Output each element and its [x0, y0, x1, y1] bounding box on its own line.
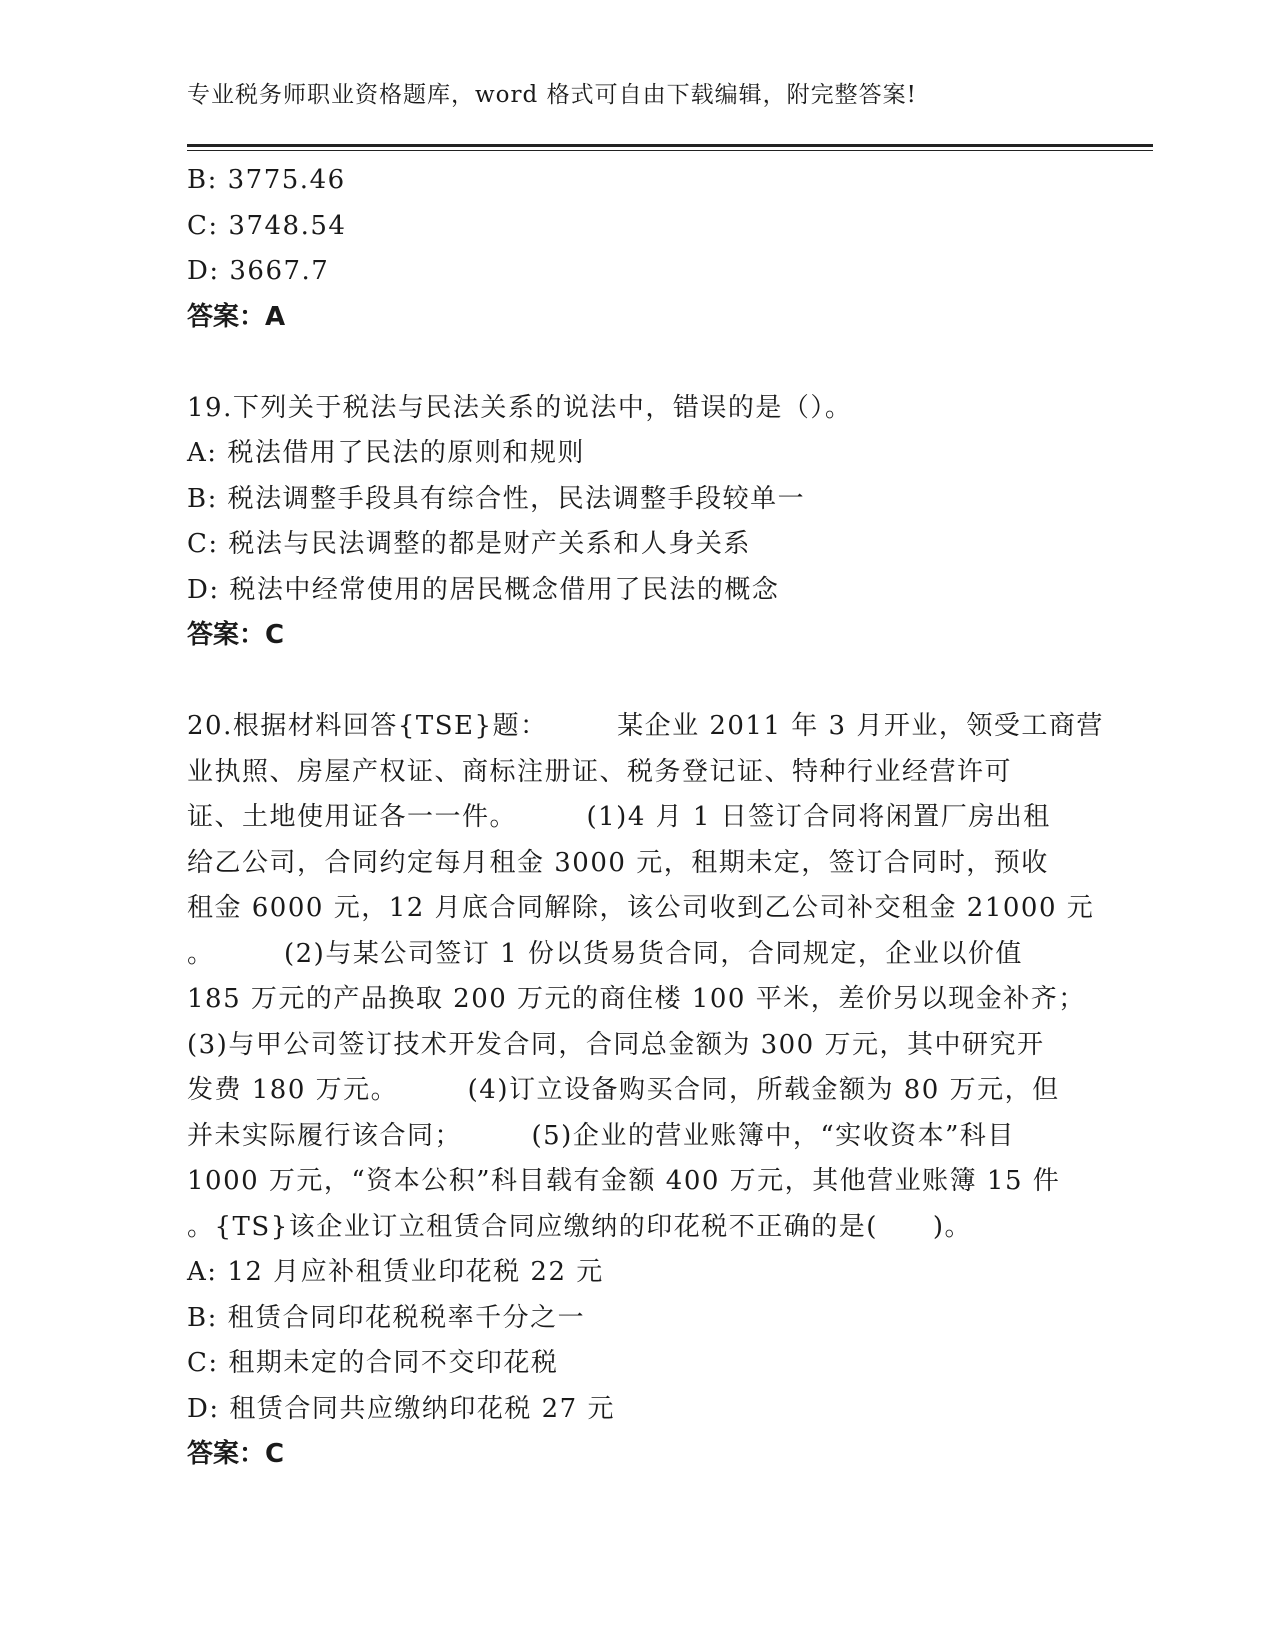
- option-d: D: 租赁合同共应缴纳印花税 27 元: [187, 1393, 615, 1424]
- question-stem: [187, 704, 1104, 1250]
- stem-line: 业执照、房屋产权证、商标注册证、税务登记证、特种行业经营许可: [187, 756, 1013, 787]
- option-d: D: 税法中经常使用的居民概念借用了民法的概念: [187, 574, 780, 605]
- stem-line: 。{TS}该企业订立租赁合同应缴纳的印花税不正确的是( )。: [187, 1211, 973, 1242]
- option-a: A: 12 月应补租赁业印花税 22 元: [187, 1257, 604, 1287]
- option-b: B: 租赁合同印花税税率千分之一: [187, 1302, 586, 1333]
- answer: 答案：C: [187, 620, 285, 650]
- stem-line: (3)与甲公司签订技术开发合同，合同总金额为 300 万元，其中研究开: [187, 1029, 1045, 1060]
- stem-line: 185 万元的产品换取 200 万元的商住楼 100 平米，差价另以现金补齐；: [187, 984, 1086, 1014]
- answer: 答案：A: [187, 301, 286, 332]
- stem-line: 发费 180 万元。 (4)订立设备购买合同，所载金额为 80 万元，但: [187, 1075, 1060, 1105]
- stem-line: 20.根据材料回答{TSE}题： 某企业 2011 年 3 月开业，领受工商营: [187, 711, 1104, 741]
- stem-line: 给乙公司，合同约定每月租金 3000 元，租期未定，签订合同时，预收: [187, 847, 1049, 878]
- option-b: B: 税法调整手段具有综合性，民法调整手段较单一: [187, 483, 806, 514]
- stem-line: 证、土地使用证各一一件。 (1)4 月 1 日签订合同将闲置厂房出租: [187, 802, 1051, 832]
- stem-line: 租金 6000 元，12 月底合同解除，该公司收到乙公司补交租金 21000 元: [187, 893, 1095, 923]
- spacer: [187, 340, 1087, 386]
- header-rule-thin: [187, 150, 1153, 151]
- option-c: C: 租期未定的合同不交印花税: [187, 1348, 559, 1378]
- option-d: D: 3667.7: [187, 256, 330, 286]
- page-header: 专业税务师职业资格题库，word 格式可自由下载编辑，附完整答案!: [187, 82, 917, 108]
- spacer: [187, 659, 1087, 705]
- option-c: C: 税法与民法调整的都是财产关系和人身关系: [187, 529, 751, 559]
- stem-line: 。 (2)与某公司签订 1 份以货易货合同，合同规定，企业以价值: [187, 938, 1023, 969]
- answer: 答案：C: [187, 1439, 285, 1469]
- option-b: B: 3775.46: [187, 165, 346, 195]
- stem-line: 1000 万元，“资本公积”科目载有金额 400 万元，其他营业账簿 15 件: [187, 1166, 1061, 1196]
- question-content: [187, 158, 1104, 1478]
- option-c: C: 3748.54: [187, 210, 347, 241]
- option-a: A: 税法借用了民法的原则和规则: [187, 438, 585, 468]
- stem-line: 并未实际履行该合同； (5)企业的营业账簿中，“实收资本”科目: [187, 1120, 1015, 1151]
- question-stem: 19.下列关于税法与民法关系的说法中，错误的是（）。: [187, 392, 853, 423]
- header-rule-thick: [187, 144, 1153, 147]
